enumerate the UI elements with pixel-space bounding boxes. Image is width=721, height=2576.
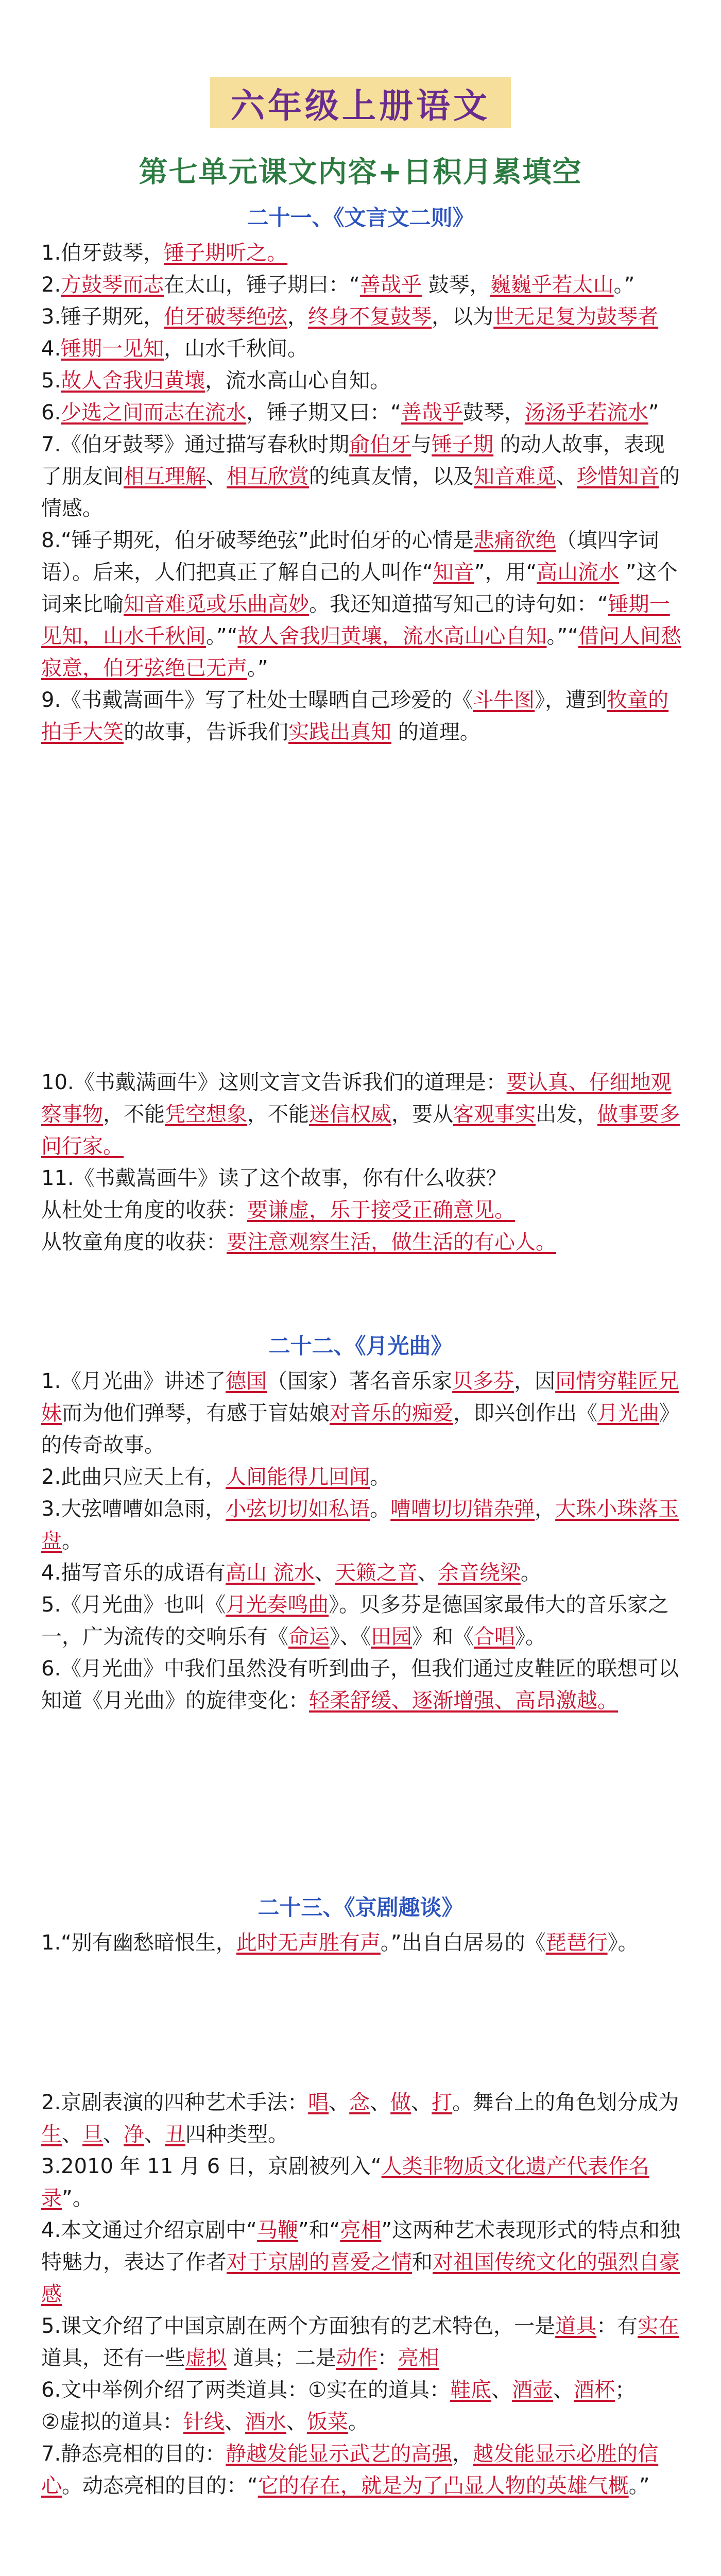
prompt-text: 1.伯牙鼓琴，	[41, 241, 164, 265]
prompt-text: 3.锤子期死，	[41, 305, 164, 329]
prompt-text: 、	[206, 465, 227, 488]
prompt-text: 》。贝多芬是德国家最伟大的音乐家之一，广为流传的交响乐有《	[41, 1593, 669, 1649]
prompt-text: ，以为	[432, 305, 494, 329]
answer-text: 净	[124, 2123, 144, 2146]
prompt-text: 5.	[41, 369, 61, 393]
answer-text: 酒壶	[512, 2378, 554, 2402]
item-line	[41, 1162, 685, 1194]
prompt-text: ：	[377, 2346, 398, 2370]
prompt-text: ，	[287, 305, 308, 329]
prompt-text: 四种类型。	[185, 2123, 288, 2146]
section-23-continued-body	[41, 2087, 685, 2502]
answer-text: 做事要多问行家。	[41, 1103, 680, 1158]
prompt-text: 6.	[41, 401, 61, 425]
answer-text: 锤子期听之。	[164, 241, 288, 265]
answer-text: 静越发能显示武艺的高强	[226, 2442, 453, 2466]
answer-text: 亮相	[340, 2218, 382, 2242]
prompt-text: ，锤子期又曰：“	[246, 401, 401, 425]
prompt-text: 、	[370, 2091, 391, 2114]
prompt-text: 道具；二是	[227, 2346, 336, 2370]
prompt-text: 。	[520, 1561, 541, 1585]
prompt-text: 7.静态亮相的目的：	[41, 2442, 226, 2466]
prompt-text: 的故事，告诉我们	[124, 720, 288, 744]
answer-text: 生	[41, 2123, 62, 2146]
answer-text: 月光奏鸣曲	[226, 1593, 329, 1617]
prompt-text: 鼓琴，	[421, 273, 490, 297]
prompt-text: 。”“	[546, 624, 578, 648]
prompt-text: 从牧童角度的收获：	[41, 1230, 227, 1254]
prompt-text: ”和“	[298, 2218, 340, 2242]
answer-text: 大珠小珠落玉盘	[41, 1497, 679, 1553]
answer-text: 道具	[555, 2314, 597, 2338]
prompt-text: ，即兴创作出《	[453, 1401, 597, 1425]
prompt-text: 。”	[628, 2474, 650, 2498]
item-line	[41, 333, 685, 365]
answer-text: 珍惜知音	[577, 465, 659, 488]
prompt-text: 。”“	[206, 624, 238, 648]
answer-text: 对于京剧的喜爱之情	[227, 2250, 412, 2274]
prompt-text: 、	[417, 1561, 438, 1585]
item-line	[41, 1589, 685, 1653]
prompt-text: 2.	[41, 273, 61, 297]
prompt-text: 。我还知道描写知己的诗句如：“	[309, 592, 608, 616]
answer-text: 丑	[165, 2123, 185, 2146]
answer-text: 客观事实	[453, 1103, 536, 1126]
prompt-text: 。”出自白居易的《	[380, 1931, 546, 1955]
prompt-text: 1.《月光曲》讲述了	[41, 1369, 226, 1393]
page-title: 六年级上册语文	[0, 77, 721, 128]
answer-text: 要认真、仔细地观察事物	[41, 1071, 672, 1126]
item-line	[41, 2438, 685, 2502]
answer-text: 酒水	[245, 2410, 286, 2434]
prompt-text: 、	[224, 2410, 245, 2434]
prompt-text: 》。	[607, 1931, 639, 1955]
prompt-text: 的道理。	[391, 720, 480, 744]
answer-text: 实在	[638, 2314, 679, 2338]
prompt-text: ，要从	[391, 1103, 453, 1126]
prompt-text: 、	[103, 2123, 124, 2146]
prompt-text: 。”	[247, 656, 268, 680]
answer-text: 命运	[288, 1625, 330, 1649]
answer-text: 实践出真知	[288, 720, 391, 744]
answer-text: 贝多芬	[452, 1369, 514, 1393]
answer-text: 轻柔舒缓、逐渐增强、高昂激越。	[309, 1689, 618, 1713]
prompt-text: ”。	[62, 2187, 93, 2210]
item-line	[41, 524, 685, 684]
item-line	[41, 1461, 685, 1493]
item-line	[41, 1365, 685, 1461]
item-line	[41, 2087, 685, 2150]
item-line	[41, 684, 685, 748]
prompt-text: 3.大弦嘈嘈如急雨，	[41, 1497, 226, 1521]
prompt-text: 。动态亮相的目的：“	[62, 2474, 258, 2498]
prompt-text: 10.《书戴满画牛》这则文言文告诉我们的道理是：	[41, 1071, 507, 1094]
answer-text: 知音难觅或乐曲高妙	[124, 592, 309, 616]
prompt-text: 的情感。	[41, 465, 680, 520]
answer-text: 故人舍我归黄壤，流水高山心自知	[237, 624, 547, 648]
item-line	[41, 1066, 685, 1162]
prompt-text: 出发，	[536, 1103, 597, 1126]
prompt-text: 11.《书戴嵩画牛》读了这个故事，你有什么收获？	[41, 1166, 507, 1190]
answer-text: 饭菜	[306, 2410, 348, 2434]
answer-text: 打	[432, 2091, 453, 2114]
item-line	[41, 2150, 685, 2214]
item-line	[41, 365, 685, 397]
answer-text: 锤期一见知	[61, 337, 164, 361]
answer-text: 少选之间而志在流水	[61, 401, 247, 425]
answer-text: 知音难觅	[474, 465, 556, 488]
page-subtitle: 第七单元课文内容+日积月累填空	[139, 156, 582, 189]
answer-text: 对音乐的痴爱	[330, 1401, 453, 1425]
prompt-text: ，	[452, 2442, 473, 2466]
answer-text: 合唱	[474, 1625, 515, 1649]
prompt-text: 、	[411, 2091, 432, 2114]
prompt-text: ，流水高山心自知。	[205, 369, 391, 393]
prompt-text: 鼓琴，	[462, 401, 525, 425]
item-line	[41, 2374, 685, 2406]
item-line	[41, 2406, 685, 2438]
prompt-text: 7.《伯牙鼓琴》通过描写春秋时期	[41, 433, 350, 456]
section-heading-22: 二十二、《月光曲》	[268, 1333, 453, 1359]
prompt-text: 》和《	[412, 1625, 474, 1649]
answer-text: 鞋底	[450, 2378, 492, 2402]
item-line	[41, 1194, 685, 1226]
prompt-text: 6.《月光曲》中我们虽然没有听到曲子，但我们通过皮鞋匠的联想可以知道《月光曲》的旋律变化：	[41, 1657, 679, 1713]
prompt-text: 4.本文通过介绍京剧中“	[41, 2218, 257, 2242]
prompt-text: ，不能	[247, 1103, 309, 1126]
prompt-text: 5.《月光曲》也叫《	[41, 1593, 226, 1617]
answer-text: 田园	[371, 1625, 412, 1649]
prompt-text: 与	[411, 433, 432, 456]
prompt-text: 》，遭到	[535, 688, 607, 712]
prompt-text: ”，用“	[474, 561, 537, 584]
answer-text: 高山流水	[537, 561, 620, 584]
answer-text: 马鞭	[256, 2218, 298, 2242]
answer-text: 针线	[183, 2410, 225, 2434]
prompt-text: ：有	[596, 2314, 638, 2338]
prompt-text: 5.课文介绍了中国京剧在两个方面独有的艺术特色，一是	[41, 2314, 556, 2338]
item-line	[41, 1557, 685, 1589]
answer-text: 对祖国传统文化的强烈自豪感	[41, 2250, 680, 2306]
answer-text: 悲痛欲绝	[473, 529, 556, 552]
item-line	[41, 1927, 685, 1959]
answer-text: 善哉乎	[401, 401, 463, 425]
item-line	[41, 397, 685, 429]
answer-text: 月光曲	[597, 1401, 659, 1425]
item-line	[41, 269, 685, 301]
prompt-text: 而为他们弹琴，有感于盲姑娘	[62, 1401, 330, 1425]
answer-text: 相互欣赏	[227, 465, 309, 488]
prompt-text: （国家）著名音乐家	[267, 1369, 453, 1393]
prompt-text: 、	[286, 2410, 307, 2434]
prompt-text: 1.“别有幽愁暗恨生，	[41, 1931, 236, 1955]
answer-text: 人类非物质文化遗产代表作名录	[41, 2155, 649, 2210]
answer-text: 唱	[308, 2091, 329, 2114]
answer-text: 嘈嘈切切错杂弹	[390, 1497, 535, 1521]
prompt-text: 》的传奇故事。	[41, 1401, 680, 1457]
prompt-text: 3.2010 年 11 月 6 日，京剧被列入“	[41, 2155, 382, 2178]
answer-text: 凭空想象	[165, 1103, 247, 1126]
prompt-text: 4.描写音乐的成语有	[41, 1561, 226, 1585]
answer-text: 伯牙破琴绝弦	[164, 305, 288, 329]
prompt-text: 、	[329, 2091, 350, 2114]
item-line	[41, 1653, 685, 1717]
prompt-text: ”这个词来比喻	[41, 561, 678, 616]
answer-text: 它的存在，就是为了凸显人物的英雄气概	[258, 2474, 629, 2498]
prompt-text: ”	[648, 401, 659, 425]
prompt-text: 2.此曲只应天上有，	[41, 1465, 226, 1489]
prompt-text: ，不能	[103, 1103, 165, 1126]
prompt-text: 道具，还有一些	[41, 2346, 185, 2370]
answer-text: 越发能显示必胜的信心	[41, 2442, 659, 2498]
answer-text: 要谦虚，乐于接受正确意见。	[247, 1198, 515, 1222]
answer-text: 亮相	[398, 2346, 439, 2370]
prompt-text: ②虚拟的道具：	[41, 2410, 183, 2434]
section-22-body	[41, 1365, 685, 1717]
prompt-text: 和	[412, 2250, 433, 2274]
item-line	[41, 429, 685, 524]
prompt-text: ；	[615, 2378, 636, 2402]
answer-text: 斗牛图	[473, 688, 535, 712]
answer-text: 世无足复为鼓琴者	[493, 305, 659, 329]
prompt-text: 。	[348, 2410, 369, 2434]
answer-text: 迷信权威	[309, 1103, 391, 1126]
answer-text: 方鼓琴而志	[61, 273, 164, 297]
answer-text: 动作	[336, 2346, 377, 2370]
prompt-text: 8.“锤子期死，伯牙破琴绝弦”此时伯牙的心情是	[41, 529, 474, 552]
answer-text: 酒杯	[574, 2378, 615, 2402]
item-line	[41, 1226, 685, 1258]
item-line	[41, 2310, 685, 2374]
prompt-text: 、	[553, 2378, 574, 2402]
prompt-text: 的动人故事，表现了朋友间	[41, 433, 665, 488]
answer-text: 琵琶行	[545, 1931, 608, 1955]
answer-text: 德国	[226, 1369, 267, 1393]
item-line	[41, 2214, 685, 2310]
answer-text: 小弦切切如私语	[226, 1497, 370, 1521]
answer-text: 俞伯牙	[349, 433, 411, 456]
item-line	[41, 301, 685, 333]
answer-text: 锤期一见知，山水千秋间	[41, 592, 670, 648]
answer-text: 同情穷鞋匠兄妹	[41, 1369, 679, 1425]
answer-text: 虚拟	[185, 2346, 227, 2370]
answer-text: 牧童的拍手大笑	[41, 688, 669, 744]
answer-text: 做	[390, 2091, 411, 2114]
section-23-body	[41, 1927, 685, 1959]
prompt-text: 、	[314, 1561, 335, 1585]
item-line	[41, 237, 685, 269]
answer-text: 知音	[433, 561, 474, 584]
prompt-text: 、	[144, 2123, 165, 2146]
prompt-text: 4.	[41, 337, 61, 361]
prompt-text: 9.《书戴嵩画牛》写了杜处士曝晒自己珍爱的《	[41, 688, 473, 712]
prompt-text: 的纯真友情，以及	[309, 465, 474, 488]
prompt-text: （填四字词语）。后来，人们把真正了解自己的人叫作“	[41, 529, 659, 584]
answer-text: 此时无声胜有声	[236, 1931, 381, 1955]
prompt-text: 从杜处士角度的收获：	[41, 1198, 247, 1222]
answer-text: 相互理解	[124, 465, 206, 488]
section-21-continued-body	[41, 1066, 685, 1258]
prompt-text: 6.文中举例介绍了两类道具：①实在的道具：	[41, 2378, 451, 2402]
answer-text: 要注意观察生活，做生活的有心人。	[227, 1230, 556, 1254]
prompt-text: 在太山，锤子期曰：“	[164, 273, 360, 297]
prompt-text: ”这两种艺术表现形式的特点和独特魅力，表达了作者	[41, 2218, 681, 2274]
section-heading-21: 二十一、《文言文二则》	[247, 205, 474, 230]
prompt-text: 。”	[613, 273, 635, 297]
prompt-text: ，山水千秋间。	[164, 337, 308, 361]
answer-text: 旦	[82, 2123, 103, 2146]
prompt-text: 》。	[515, 1625, 546, 1649]
prompt-text: 。	[370, 1465, 391, 1489]
answer-text: 高山 流水	[226, 1561, 315, 1585]
prompt-text: 、	[491, 2378, 512, 2402]
answer-text: 借问人间愁寂意，伯牙弦绝已无声	[41, 624, 681, 680]
prompt-text: 。	[370, 1497, 391, 1521]
answer-text: 善哉乎	[359, 273, 422, 297]
prompt-text: 。	[62, 1529, 82, 1553]
prompt-text: ，因	[514, 1369, 556, 1393]
item-line	[41, 1493, 685, 1557]
answer-text: 巍巍乎若太山	[490, 273, 614, 297]
prompt-text: 》、《	[330, 1625, 371, 1649]
answer-text: 余音绕梁	[438, 1561, 521, 1585]
answer-text: 终身不复鼓琴	[308, 305, 432, 329]
prompt-text: 、	[62, 2123, 82, 2146]
answer-text: 人间能得几回闻	[226, 1465, 370, 1489]
prompt-text: 、	[556, 465, 577, 488]
prompt-text: 。舞台上的角色划分成为	[452, 2091, 679, 2114]
answer-text: 念	[349, 2091, 370, 2114]
answer-text: 故人舍我归黄壤	[61, 369, 205, 393]
answer-text: 汤汤乎若流水	[524, 401, 648, 425]
section-heading-23: 二十三、《京剧趣谈》	[258, 1895, 464, 1920]
prompt-text: 2.京剧表演的四种艺术手法：	[41, 2091, 308, 2114]
section-21-body	[41, 237, 685, 748]
answer-text: 锤子期	[432, 433, 494, 456]
prompt-text: ，	[535, 1497, 556, 1521]
answer-text: 天籁之音	[335, 1561, 418, 1585]
